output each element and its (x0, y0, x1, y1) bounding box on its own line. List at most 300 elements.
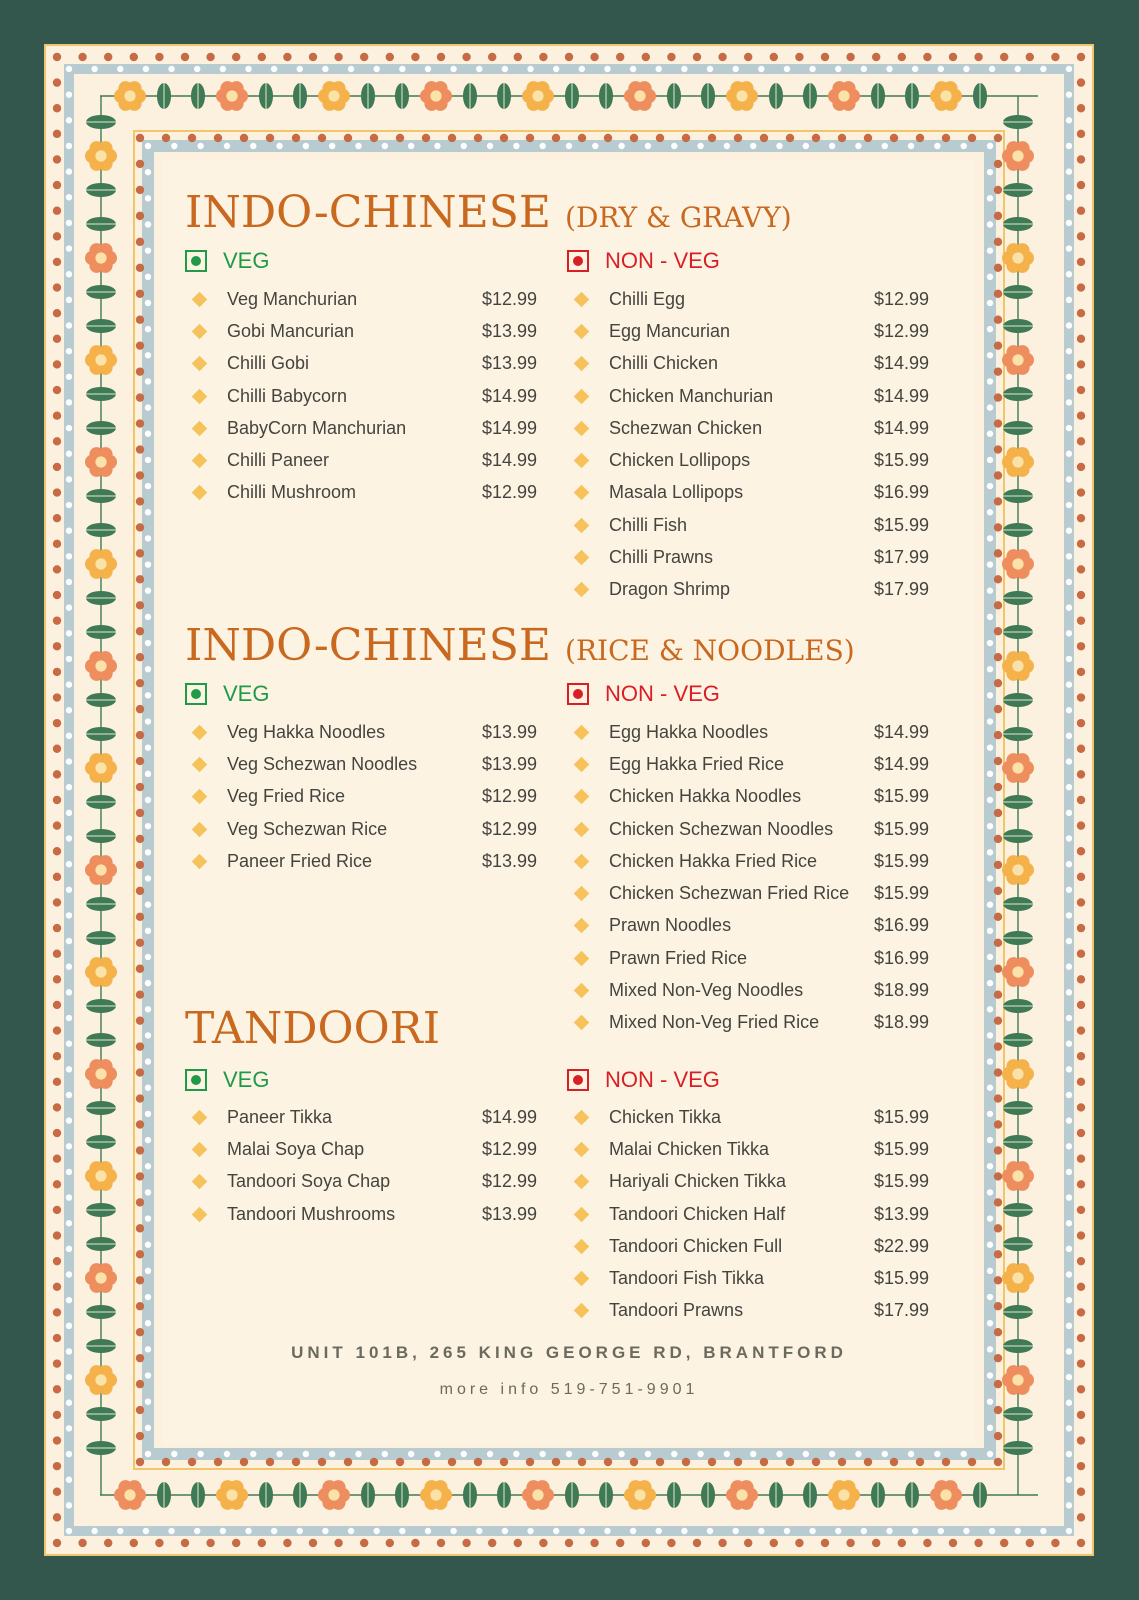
border-dot (872, 1539, 880, 1547)
border-dot (829, 1451, 835, 1457)
border-dot (250, 143, 256, 149)
border-dot (422, 1458, 430, 1466)
border-dot (53, 540, 61, 548)
border-dot (718, 1539, 726, 1547)
border-dot (136, 1146, 144, 1154)
border-dot (1040, 1528, 1046, 1534)
menu-panel (163, 160, 975, 1445)
border-dot (66, 168, 72, 174)
border-dot (1040, 66, 1046, 72)
border-dot (642, 53, 650, 61)
border-dot (136, 393, 144, 401)
border-dot (750, 1451, 756, 1457)
item-price: $15.99 (873, 850, 929, 871)
border-dot (66, 861, 72, 867)
border-dot (318, 1458, 326, 1466)
border-dot (66, 1451, 72, 1457)
border-dot (1077, 1129, 1085, 1137)
menu-item (567, 412, 929, 444)
border-dot (681, 66, 687, 72)
border-dot (188, 1458, 196, 1466)
border-dot (994, 679, 1002, 687)
border-dot (618, 1451, 624, 1457)
border-dot (1077, 386, 1085, 394)
restaurant-address: UNIT 101B, 265 KING GEORGE RD, BRANTFORD (291, 1343, 847, 1362)
border-dot (136, 757, 144, 765)
border-dot (795, 53, 803, 61)
border-dot (566, 143, 572, 149)
contact-info: more info 519-751-9901 (439, 1381, 699, 1398)
border-dot (136, 653, 144, 661)
border-dot (136, 1120, 144, 1128)
leaf-icon (1003, 1135, 1033, 1149)
border-dot (283, 53, 291, 61)
menu-item (567, 1295, 929, 1327)
leaf-icon (1003, 183, 1033, 197)
border-dot (994, 497, 1002, 505)
border-dot (53, 130, 61, 138)
border-dot (145, 666, 151, 672)
border-dot (53, 514, 61, 522)
item-price: $13.99 (481, 353, 537, 374)
veg-label: VEG (223, 1067, 270, 1092)
leaf-icon (803, 1482, 817, 1508)
border-dot (1066, 322, 1072, 328)
border-dot (514, 53, 522, 61)
leaf-icon (259, 83, 273, 109)
border-dot (66, 630, 72, 636)
border-dot (53, 1411, 61, 1419)
diamond-bullet-icon (192, 1174, 208, 1190)
border-dot (53, 232, 61, 240)
border-dot (616, 1539, 624, 1547)
item-name: Mixed Non-Veg Fried Rice (609, 1012, 820, 1033)
border-dot (145, 1189, 151, 1195)
border-dot (912, 1528, 918, 1534)
border-dot (682, 1458, 690, 1466)
border-dot (488, 1539, 496, 1547)
border-dot (994, 471, 1002, 479)
item-name: Chilli Fish (609, 514, 688, 535)
border-dot (53, 565, 61, 573)
border-dot (565, 1539, 573, 1547)
border-dot (786, 134, 794, 142)
menu-item (567, 348, 929, 380)
border-dot (155, 1539, 163, 1547)
border-dot (53, 591, 61, 599)
border-dot (987, 718, 993, 724)
non-veg-icon (567, 1069, 589, 1091)
border-dot (835, 1528, 841, 1534)
item-name: Malai Soya Chap (227, 1138, 365, 1159)
border-dot (145, 300, 151, 306)
border-dot (1066, 938, 1072, 944)
menu-item (185, 748, 537, 780)
diamond-bullet-icon (192, 291, 208, 307)
diamond-bullet-icon (574, 1271, 590, 1287)
border-dot (707, 1528, 713, 1534)
border-dot (890, 134, 898, 142)
border-dot (53, 1308, 61, 1316)
border-dot (53, 104, 61, 112)
leaf-icon (1003, 1441, 1033, 1455)
border-dot (145, 614, 151, 620)
border-dot (565, 53, 573, 61)
border-dot (502, 66, 508, 72)
border-dot (136, 1198, 144, 1206)
border-dot (66, 1528, 72, 1534)
border-dot (145, 797, 151, 803)
border-dot (1077, 181, 1085, 189)
border-dot (348, 1528, 354, 1534)
border-dot (1066, 810, 1072, 816)
leaf-icon (701, 83, 715, 109)
border-dot (145, 195, 151, 201)
border-dot (846, 53, 854, 61)
border-dot (1066, 348, 1072, 354)
border-dot (994, 1146, 1002, 1154)
border-dot (240, 134, 248, 142)
leaf-icon (86, 183, 116, 197)
border-dot (194, 66, 200, 72)
border-dot (145, 1242, 151, 1248)
border-dot (78, 53, 86, 61)
border-dot (66, 1015, 72, 1021)
border-dot (987, 1398, 993, 1404)
border-dot (78, 1539, 86, 1547)
border-dot (66, 784, 72, 790)
border-dot (66, 1425, 72, 1431)
border-dot (1066, 476, 1072, 482)
border-dot (987, 771, 993, 777)
menu-item (185, 813, 537, 845)
border-dot (53, 1334, 61, 1342)
item-name: Chicken Tikka (609, 1106, 722, 1127)
item-name: BabyCorn Manchurian (227, 417, 407, 438)
veg-item-list (185, 283, 537, 509)
border-dot (809, 1528, 815, 1534)
border-dot (987, 274, 993, 280)
diamond-bullet-icon (574, 789, 590, 805)
item-name: Hariyali Chicken Tikka (609, 1171, 787, 1192)
border-dot (656, 134, 664, 142)
leaf-icon (86, 1407, 116, 1421)
item-price: $17.99 (873, 579, 929, 600)
leaf-icon (157, 1482, 171, 1508)
border-dot (994, 367, 1002, 375)
border-dot (53, 53, 61, 61)
border-dot (1077, 1103, 1085, 1111)
border-dot (117, 1528, 123, 1534)
leaf-icon (86, 1101, 116, 1115)
leaf-icon (565, 83, 579, 109)
border-dot (258, 53, 266, 61)
leaf-icon (86, 897, 116, 911)
border-dot (1066, 1220, 1072, 1226)
diamond-bullet-icon (574, 757, 590, 773)
border-dot (1077, 1308, 1085, 1316)
border-dot (1066, 553, 1072, 559)
border-dot (539, 1451, 545, 1457)
border-dot (949, 1539, 957, 1547)
leaf-icon (497, 1482, 511, 1508)
border-dot (987, 1425, 993, 1431)
item-name: Prawn Noodles (609, 915, 732, 936)
border-dot (758, 66, 764, 72)
border-dot (66, 604, 72, 610)
border-dot (987, 1163, 993, 1169)
border-dot (66, 656, 72, 662)
leaf-icon (769, 83, 783, 109)
item-name: Paneer Tikka (227, 1106, 333, 1127)
menu-item (567, 477, 929, 509)
border-dot (994, 1120, 1002, 1128)
veg-item-list (185, 716, 537, 877)
border-dot (697, 143, 703, 149)
diamond-bullet-icon (192, 324, 208, 340)
border-dot (732, 1528, 738, 1534)
veg-label: VEG (223, 681, 270, 706)
border-dot (303, 1451, 309, 1457)
item-name: Schezwan Chicken (609, 417, 763, 438)
item-price: $17.99 (873, 1300, 929, 1321)
border-dot (1077, 745, 1085, 753)
border-dot (53, 1257, 61, 1265)
border-dot (987, 535, 993, 541)
border-dot (630, 1528, 636, 1534)
border-dot (618, 143, 624, 149)
leaf-icon (86, 523, 116, 537)
border-dot (145, 535, 151, 541)
border-dot (758, 1528, 764, 1534)
item-price: $15.99 (873, 818, 929, 839)
non-veg-header (567, 1066, 720, 1094)
border-dot (53, 1026, 61, 1034)
border-dot (916, 1458, 924, 1466)
border-dot (171, 143, 177, 149)
border-dot (527, 66, 533, 72)
leaf-icon (803, 83, 817, 109)
border-dot (855, 143, 861, 149)
border-dot (949, 53, 957, 61)
diamond-bullet-icon (192, 356, 208, 372)
leaf-icon (1003, 421, 1033, 435)
border-dot (136, 1276, 144, 1284)
diamond-bullet-icon (574, 1303, 590, 1319)
border-dot (994, 913, 1002, 921)
leaf-icon (667, 83, 681, 109)
border-dot (1077, 565, 1085, 573)
border-dot (994, 523, 1002, 531)
border-dot (1077, 668, 1085, 676)
border-dot (994, 1380, 1002, 1388)
border-dot (963, 1528, 969, 1534)
border-dot (53, 1154, 61, 1162)
border-dot (53, 1513, 61, 1521)
leaf-icon (86, 1033, 116, 1047)
border-dot (53, 1436, 61, 1444)
diamond-bullet-icon (192, 453, 208, 469)
diamond-bullet-icon (574, 1109, 590, 1125)
border-dot (934, 1451, 940, 1457)
item-price: $14.99 (873, 721, 929, 742)
border-dot (145, 378, 151, 384)
border-dot (994, 965, 1002, 973)
border-dot (66, 1271, 72, 1277)
leaf-icon (1003, 285, 1033, 299)
border-dot (136, 1328, 144, 1336)
border-dot (1077, 1231, 1085, 1239)
border-dot (53, 360, 61, 368)
diamond-bullet-icon (192, 485, 208, 501)
border-dot (1066, 1194, 1072, 1200)
border-dot (1077, 924, 1085, 932)
menu-item (185, 477, 537, 509)
border-dot (1077, 1001, 1085, 1009)
diamond-bullet-icon (192, 1109, 208, 1125)
leaf-icon (1003, 795, 1033, 809)
border-dot (292, 134, 300, 142)
border-dot (197, 143, 203, 149)
border-dot (682, 134, 690, 142)
border-dot (322, 1528, 328, 1534)
border-dot (994, 341, 1002, 349)
border-dot (1077, 821, 1085, 829)
border-dot (960, 1451, 966, 1457)
border-dot (1066, 1015, 1072, 1021)
border-dot (809, 66, 815, 72)
border-dot (145, 588, 151, 594)
border-dot (329, 143, 335, 149)
border-dot (987, 1111, 993, 1117)
border-dot (821, 1539, 829, 1547)
border-dot (1077, 719, 1085, 727)
leaf-icon (905, 1482, 919, 1508)
border-dot (66, 681, 72, 687)
border-dot (136, 1016, 144, 1024)
border-dot (162, 134, 170, 142)
leaf-icon (86, 625, 116, 639)
border-dot (145, 1032, 151, 1038)
border-dot (1077, 950, 1085, 958)
border-dot (66, 1502, 72, 1508)
leaf-icon (86, 421, 116, 435)
leaf-icon (463, 1482, 477, 1508)
border-dot (1066, 887, 1072, 893)
border-dot (724, 1451, 730, 1457)
border-dot (66, 425, 72, 431)
border-dot (838, 134, 846, 142)
border-dot (994, 1172, 1002, 1180)
border-dot (667, 1539, 675, 1547)
menu-item (567, 1101, 929, 1133)
item-name: Veg Schezwan Noodles (227, 753, 418, 774)
border-dot (812, 134, 820, 142)
item-price: $13.99 (481, 721, 537, 742)
menu-item (567, 574, 929, 606)
border-dot (206, 53, 214, 61)
leaf-icon (1003, 387, 1033, 401)
border-dot (987, 247, 993, 253)
border-dot (987, 1032, 993, 1038)
border-dot (117, 66, 123, 72)
border-dot (1066, 451, 1072, 457)
border-dot (968, 1458, 976, 1466)
item-price: $12.99 (481, 1171, 537, 1192)
border-dot (671, 143, 677, 149)
border-dot (1077, 770, 1085, 778)
border-dot (145, 640, 151, 646)
border-dot (776, 1451, 782, 1457)
border-dot (66, 1169, 72, 1175)
border-dot (136, 186, 144, 194)
border-dot (136, 445, 144, 453)
non-veg-header (567, 247, 720, 275)
menu-item (567, 910, 929, 942)
leaf-icon (973, 83, 987, 109)
border-dot (1066, 271, 1072, 277)
border-dot (136, 316, 144, 324)
border-dot (987, 326, 993, 332)
border-dot (382, 143, 388, 149)
border-dot (145, 823, 151, 829)
leaf-icon (86, 285, 116, 299)
border-dot (145, 1346, 151, 1352)
border-dot (130, 1539, 138, 1547)
item-price: $15.99 (873, 1106, 929, 1127)
border-dot (136, 679, 144, 687)
item-price: $14.99 (873, 753, 929, 774)
border-dot (987, 797, 993, 803)
border-dot (552, 134, 560, 142)
border-dot (145, 1372, 151, 1378)
border-dot (434, 143, 440, 149)
border-dot (1077, 1180, 1085, 1188)
border-dot (53, 975, 61, 983)
border-dot (145, 718, 151, 724)
border-dot (671, 1451, 677, 1457)
border-dot (1051, 1539, 1059, 1547)
section-title: INDO-CHINESE (DRY & GRAVY) (185, 187, 792, 238)
border-dot (994, 1042, 1002, 1050)
border-dot (1066, 861, 1072, 867)
menu-item (567, 380, 929, 412)
border-dot (224, 143, 230, 149)
menu-item (185, 412, 537, 444)
menu-item (185, 1101, 537, 1133)
border-dot (855, 1451, 861, 1457)
border-dot (1077, 1078, 1085, 1086)
border-dot (258, 1539, 266, 1547)
item-price: $15.99 (873, 1171, 929, 1192)
border-dot (987, 431, 993, 437)
border-dot (360, 1539, 368, 1547)
border-dot (923, 53, 931, 61)
item-price: $12.99 (481, 482, 537, 503)
border-dot (411, 1539, 419, 1547)
border-dot (136, 783, 144, 791)
border-dot (145, 1320, 151, 1326)
diamond-bullet-icon (574, 1174, 590, 1190)
border-dot (987, 378, 993, 384)
border-dot (136, 212, 144, 220)
item-name: Egg Hakka Noodles (609, 721, 769, 742)
border-dot (53, 821, 61, 829)
item-price: $14.99 (481, 417, 537, 438)
border-dot (53, 1129, 61, 1137)
border-dot (145, 483, 151, 489)
diamond-bullet-icon (192, 821, 208, 837)
